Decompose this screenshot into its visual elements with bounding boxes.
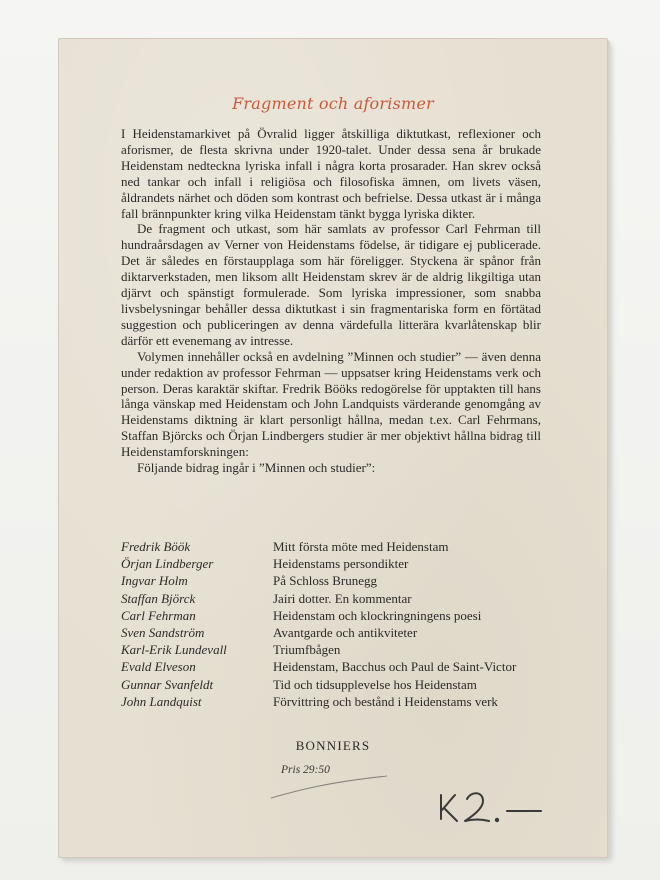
contribution-title: Heidenstam och klockringningens poesi — [273, 607, 482, 623]
blurb-paragraph-1: I Heidenstamarkivet på Övralid ligger åtskilliga diktutkast, reflexioner och aforismer, de flesta skrivna under 1920-talet. Under dessa sena år brukade Heidenstam nedteckna lyriska infall i några korta prosarader. Han skrev också ned tankar och infall i religiösa och filosofiska ämnen, om livets väsen, åldrandets närhet och döden som kontrast och befrielse. Dessa utkast är i många fall brännpunkter kring vilka Heidenstam tänkt bygga lyriska dikter. — [121, 126, 541, 221]
pencil-stroke — [269, 772, 389, 802]
contribution-author: Karl-Erik Lundevall — [121, 642, 227, 658]
list-item — [121, 641, 561, 658]
contribution-author: Carl Fehrman — [121, 607, 196, 623]
contribution-title: Tid och tidsupplevelse hos Heidenstam — [273, 676, 477, 692]
contribution-title: Avantgarde och antikviteter — [273, 625, 418, 641]
contribution-author: Gunnar Svanfeldt — [121, 676, 214, 692]
book-back-cover — [58, 38, 608, 858]
blurb-paragraph-3: Volymen innehåller också en avdelning ”Minnen och studier” — även denna under redaktion av professor Fehrman — uppsatser kring Heidenstams verk och person. Deras karaktär skiftar. Fredrik Bööks redogörelse för upptakten till hans långa vänskap med Heidenstam och John Landquists värderande genomgång av Heidenstams diktning är klart personligt hållna, medan t.ex. Carl Fehrmans, Staffan Björcks och Örjan Lindbergers studier är mer objektivt hållna bidrag till Heidenstamforskningen: — [121, 348, 541, 460]
list-item — [121, 590, 561, 607]
list-item — [121, 658, 561, 675]
list-item — [121, 538, 561, 555]
contribution-title: Jairi dotter. En kommentar — [273, 590, 412, 606]
contribution-author: John Landquist — [121, 693, 202, 709]
contribution-title: Triumfbågen — [273, 642, 341, 658]
contribution-author: Örjan Lindberger — [121, 556, 214, 572]
contribution-author: Fredrik Böök — [121, 539, 191, 554]
list-item — [121, 572, 561, 589]
list-item — [121, 676, 561, 693]
contributions-list — [121, 538, 561, 710]
contribution-title: På Schloss Brunegg — [273, 573, 377, 589]
contribution-author: Ingvar Holm — [121, 573, 188, 589]
contribution-title: Mitt första möte med Heidenstam — [273, 539, 449, 554]
list-item — [121, 624, 561, 641]
price-label: Pris 29:50 — [281, 764, 330, 776]
list-item — [121, 555, 561, 572]
contribution-author: Evald Elveson — [121, 659, 196, 675]
publisher-name: BONNIERS — [295, 738, 371, 753]
blurb-paragraph-2: De fragment och utkast, som här samlats av professor Carl Fehrman till hundraårsdagen av Verner von Heidenstams födelse, är tidigare ej publicerade. Det är således en förstaupplaga som här föreligger. Styckena är spånor från diktarverkstaden, men liksom allt Heidenstam skrev är de aldrig likgiltiga utan djärvt och spänstigt formulerade. Som lyriska impressioner, som snabba livsbelysningar behåller dessa diktutkast i sin fragmentariska form en förtätad suggestion och publiceringen av denna värdefulla litterära kvarlåtenskap blir därför ett evenemang av intresse. — [121, 221, 541, 348]
blurb-text — [121, 126, 541, 476]
contribution-title: Heidenstams persondikter — [273, 556, 409, 572]
contribution-author: Sven Sandström — [121, 625, 205, 641]
list-item — [121, 693, 561, 710]
contribution-title: Heidenstam, Bacchus och Paul de Saint-Victor — [273, 659, 517, 675]
list-item — [121, 607, 561, 624]
blurb-paragraph-4: Följande bidrag ingår i ”Minnen och studier”: — [137, 460, 376, 476]
cover-title: Fragment och aforismer — [232, 94, 434, 113]
handwritten-price-note — [437, 781, 557, 831]
contribution-author: Staffan Björck — [121, 590, 196, 606]
contribution-title: Förvittring och bestånd i Heidenstams verk — [273, 693, 498, 709]
